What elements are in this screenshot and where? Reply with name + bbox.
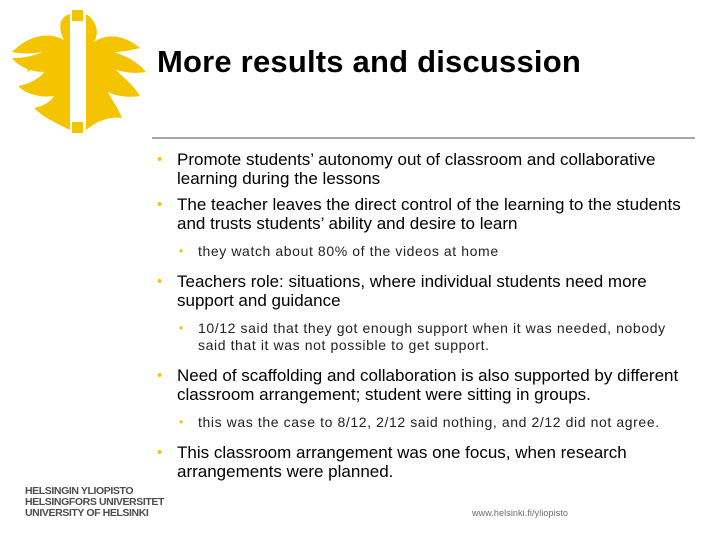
university-name-en: UNIVERSITY OF HELSINKI xyxy=(25,507,149,519)
sub-bullet-marker-icon: • xyxy=(179,244,184,258)
bullet-marker-icon: • xyxy=(157,273,163,290)
sub-bullet-item xyxy=(155,320,695,354)
bullet-text: Promote students’ autonomy out of classroom and collaborative learning during the lessons xyxy=(177,150,656,188)
bullet-text: The teacher leaves the direct control of the learning to the students and trusts students’ ability and desire to learn xyxy=(177,195,681,233)
title-divider xyxy=(152,137,695,139)
bullet-item xyxy=(155,443,695,481)
bullet-list xyxy=(155,150,695,481)
university-name-block xyxy=(25,486,164,519)
bullet-marker-icon: • xyxy=(157,367,163,384)
bullet-marker-icon: • xyxy=(157,196,163,213)
bullet-item xyxy=(155,150,695,188)
sub-bullet-text: 10/12 said that they got enough support when it was needed, nobody said that it was not possible to get support. xyxy=(198,320,666,353)
bullet-marker-icon: • xyxy=(157,444,163,461)
helsinki-flame-logo-icon xyxy=(4,2,154,147)
bullet-text: Teachers role: situations, where individual students need more support and guidance xyxy=(177,272,647,310)
bullet-item xyxy=(155,366,695,404)
sub-bullet-marker-icon: • xyxy=(179,321,184,335)
sub-bullet-item xyxy=(155,243,695,260)
bullet-marker-icon: • xyxy=(157,151,163,168)
sub-bullet-text: they watch about 80% of the videos at home xyxy=(198,243,499,259)
university-name-fi: HELSINGIN YLIOPISTO xyxy=(25,485,134,497)
bullet-text: Need of scaffolding and collaboration is also supported by different classroom arrangement; student were sitting in groups. xyxy=(177,366,679,404)
sub-bullet-item xyxy=(155,414,695,431)
bullet-item xyxy=(155,195,695,233)
footer-url[interactable]: www.helsinki.fi/yliopisto xyxy=(472,508,569,518)
sub-bullet-marker-icon: • xyxy=(179,415,184,429)
slide-title: More results and discussion xyxy=(157,44,582,79)
sub-bullet-text: this was the case to 8/12, 2/12 said nothing, and 2/12 did not agree. xyxy=(198,414,660,430)
university-name-sv: HELSINGFORS UNIVERSITET xyxy=(25,496,164,508)
bullet-text: This classroom arrangement was one focus, when research arrangements were planned. xyxy=(177,443,627,481)
bullet-item xyxy=(155,272,695,310)
